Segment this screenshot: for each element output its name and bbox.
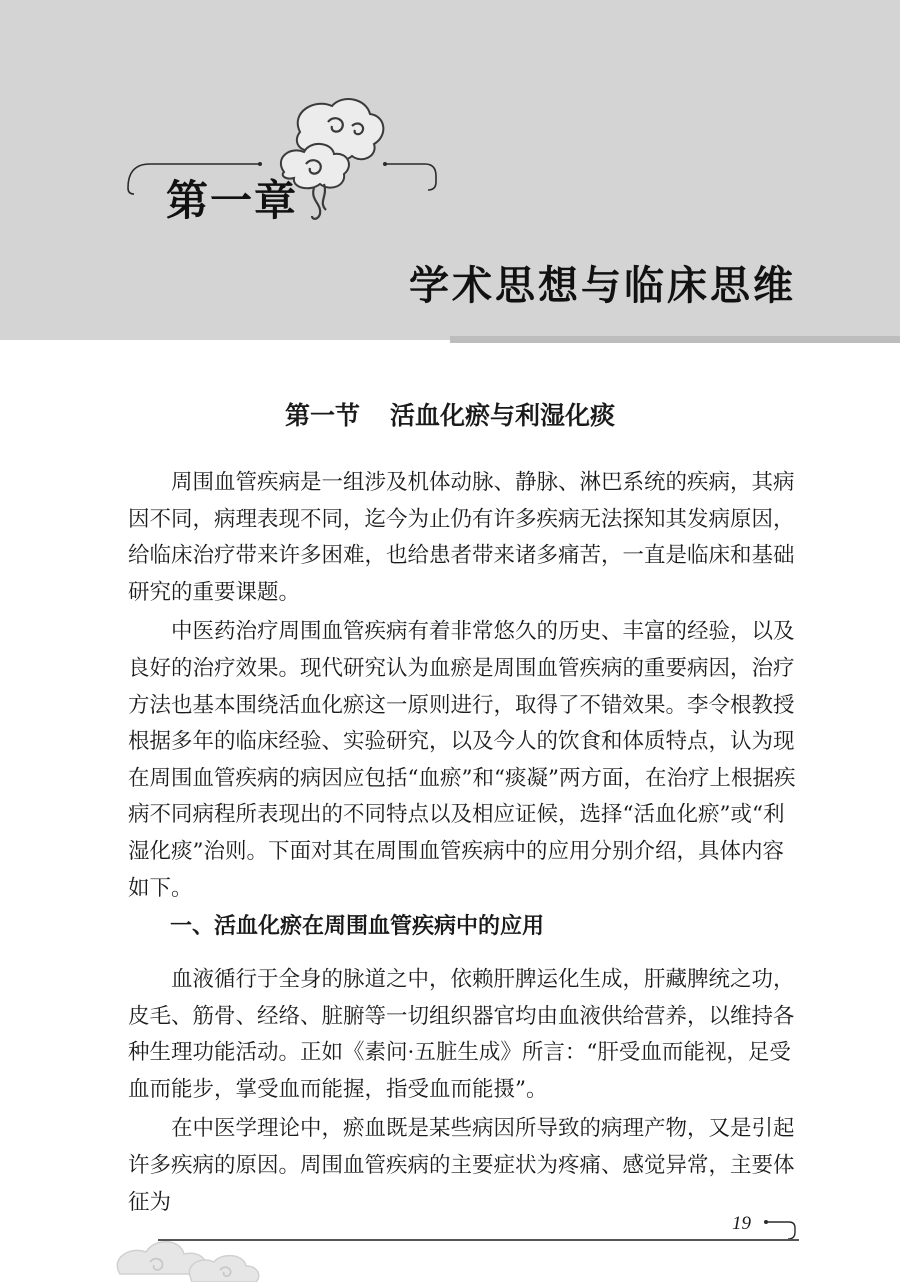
header-divider-bar bbox=[450, 336, 900, 343]
paragraph: 中医药治疗周围血管疾病有着非常悠久的历史、丰富的经验，以及良好的治疗效果。现代研究认为血瘀是周围血管疾病的重要病因，治疗方法也基本围绕活血化瘀这一原则进行，取得了不错效果。李令根教授根据多年的临床经验、实验研究，以及今人的饮食和体质特点，认为现在周围血管疾病的病因应包括“血瘀”和“痰凝”两方面，在治疗上根据疾病不同病程所表现出的不同特点以及相应证候，选择“活血化瘀”或“利湿化痰”治则。下面对其在周围血管疾病中的应用分别介绍，具体内容如下。 bbox=[128, 619, 796, 901]
intro-text-block bbox=[128, 465, 800, 907]
chapter-label: 第一章 bbox=[166, 176, 299, 225]
paragraph: 在中医学理论中，瘀血既是某些病因所导致的病理产物，又是引起许多疾病的原因。周围血管疾病的主要症状为疼痛、感觉异常，主要体征为 bbox=[128, 1116, 795, 1215]
paragraph: 周围血管疾病是一组涉及机体动脉、静脉、淋巴系统的疾病，其病因不同，病理表现不同，迄今为止仍有许多疾病无法探知其发病原因，给临床治疗带来许多困难，也给患者带来诸多痛苦，一直是临床和基础研究的重要课题。 bbox=[128, 470, 795, 605]
page-number: 19 bbox=[732, 1213, 751, 1234]
section-number: 第一节 bbox=[284, 401, 360, 430]
subsection-heading: 一、活血化瘀在周围血管疾病中的应用 bbox=[170, 914, 545, 939]
section-title: 活血化瘀与利湿化痰 bbox=[390, 401, 616, 430]
paragraph: 血液循行于全身的脉道之中，依赖肝脾运化生成，肝藏脾统之功，皮毛、筋骨、经络、脏腑等一切组织器官均由血液供给营养，以维持各种生理功能活动。正如《素问·五脏生成》所言：“肝受血而能视，足受血而能步，掌受血而能握，指受血而能摄”。 bbox=[128, 967, 795, 1102]
section-heading bbox=[0, 396, 900, 432]
page-number-bracket bbox=[763, 1210, 797, 1240]
auspicious-cloud-watermark-icon bbox=[100, 1224, 270, 1282]
book-title: 学术思想与临床思维 bbox=[409, 263, 796, 309]
subsection-text-block bbox=[128, 962, 800, 1221]
